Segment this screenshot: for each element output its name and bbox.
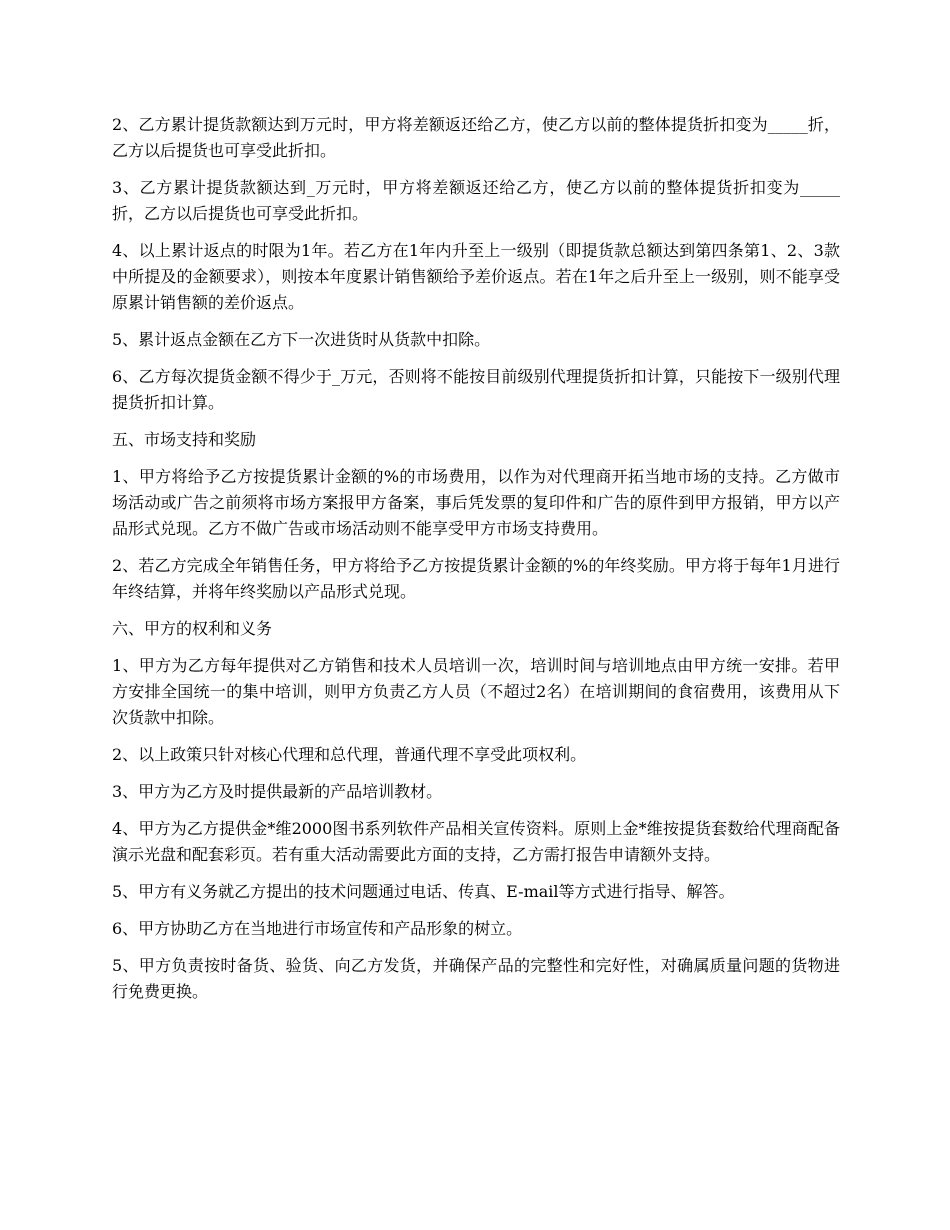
paragraph-rebate-clause-3: 3、乙方累计提货款额达到_万元时，甲方将差额返还给乙方，使乙方以前的整体提货折扣变为_____折，乙方以后提货也可享受此折扣。 (112, 178, 840, 223)
paragraph-rebate-clause-5: 5、累计返点金额在乙方下一次进货时从货款中扣除。 (112, 330, 491, 349)
paragraph-party-a-1: 1、甲方为乙方每年提供对乙方销售和技术人员培训一次，培训时间与培训地点由甲方统一安排。若甲方安排全国统一的集中培训，则甲方负责乙方人员（不超过2名）在培训期间的食宿费用，该费用从下次货款中扣除。 (112, 656, 840, 727)
paragraph-party-a-2: 2、以上政策只针对核心代理和总代理，普通代理不享受此项权利。 (112, 745, 587, 764)
paragraph-market-support-1: 1、甲方将给予乙方按提货累计金额的%的市场费用，以作为对代理商开拓当地市场的支持。乙方做市场活动或广告之前须将市场方案报甲方备案，事后凭发票的复印件和广告的原件到甲方报销，甲方以产品形式兑现。乙方不做广告或市场活动则不能享受甲方市场支持费用。 (112, 467, 840, 538)
paragraph-rebate-clause-2: 2、乙方累计提货款额达到万元时，甲方将差额返还给乙方，使乙方以前的整体提货折扣变为_____折，乙方以后提货也可享受此折扣。 (112, 115, 840, 160)
paragraph-party-a-5: 5、甲方有义务就乙方提出的技术问题通过电话、传真、E-mail等方式进行指导、解答。 (112, 882, 735, 901)
paragraph-party-a-3: 3、甲方为乙方及时提供最新的产品培训教材。 (112, 782, 443, 801)
paragraph-party-a-6: 6、甲方协助乙方在当地进行市场宣传和产品形象的树立。 (112, 919, 523, 938)
paragraph-party-a-7: 5、甲方负责按时备货、验货、向乙方发货，并确保产品的完整性和完好性，对确属质量问题的货物进行免费更换。 (112, 956, 840, 1001)
document-page (112, 112, 840, 1016)
paragraph-party-a-4: 4、甲方为乙方提供金*维2000图书系列软件产品相关宣传资料。原则上金*维按提货套数给代理商配备演示光盘和配套彩页。若有重大活动需要此方面的支持，乙方需打报告申请额外支持。 (112, 819, 840, 864)
section-heading-market-support: 五、市场支持和奖励 (112, 430, 257, 449)
paragraph-market-support-2: 2、若乙方完成全年销售任务，甲方将给予乙方按提货累计金额的%的年终奖励。甲方将于每年1月进行年终结算，并将年终奖励以产品形式兑现。 (112, 556, 840, 601)
section-heading-party-a-rights: 六、甲方的权利和义务 (112, 619, 273, 638)
paragraph-rebate-clause-6: 6、乙方每次提货金额不得少于_万元，否则将不能按目前级别代理提货折扣计算，只能按下一级别代理提货折扣计算。 (112, 367, 840, 412)
paragraph-rebate-clause-4: 4、以上累计返点的时限为1年。若乙方在1年内升至上一级别（即提货款总额达到第四条第1、2、3款中所提及的金额要求），则按本年度累计销售额给予差价返点。若在1年之后升至上一级别，则不能享受原累计销售额的差价返点。 (112, 241, 840, 312)
